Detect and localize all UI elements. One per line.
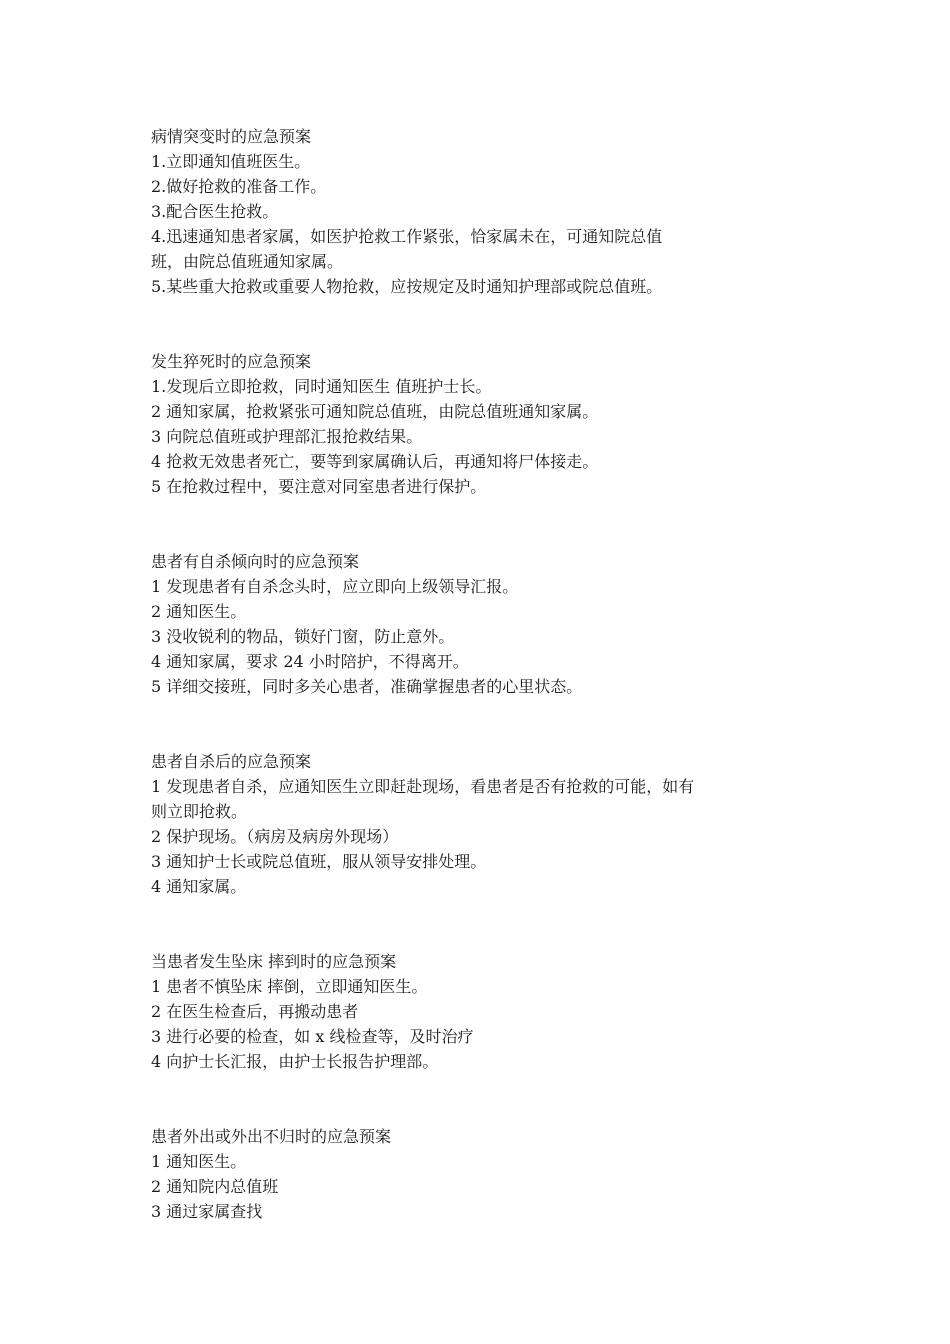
section-title: 患者有自杀倾向时的应急预案 [151, 552, 360, 571]
list-item: 2 通知医生。 [151, 602, 247, 621]
list-item: 3 进行必要的检查，如 x 线检查等，及时治疗 [151, 1027, 474, 1046]
list-item: 4 通知家属。 [151, 877, 247, 896]
section-title: 患者外出或外出不归时的应急预案 [151, 1127, 392, 1146]
list-item: 2 保护现场。（病房及病房外现场） [151, 827, 399, 846]
section-fall [151, 949, 831, 1074]
list-item: 4 抢救无效患者死亡，要等到家属确认后，再通知将尸体接走。 [151, 452, 599, 471]
list-item-continued: 班，由院总值班通知家属。 [151, 252, 344, 271]
list-item: 3 没收锐利的物品，锁好门窗，防止意外。 [151, 627, 455, 646]
list-item: 1.立即通知值班医生。 [151, 152, 311, 171]
section-sudden-change [151, 124, 831, 299]
section-sudden-death [151, 349, 831, 499]
list-item: 3 通过家属查找 [151, 1202, 263, 1221]
section-title: 发生猝死时的应急预案 [151, 352, 312, 371]
section-title: 患者自杀后的应急预案 [151, 752, 312, 771]
section-title: 病情突变时的应急预案 [151, 127, 312, 146]
list-item-continued: 则立即抢救。 [151, 802, 248, 821]
list-item: 4 通知家属，要求 24 小时陪护，不得离开。 [151, 652, 469, 671]
section-suicide-tendency [151, 549, 831, 699]
list-item: 2 通知院内总值班 [151, 1177, 279, 1196]
list-item: 3 向院总值班或护理部汇报抢救结果。 [151, 427, 423, 446]
list-item: 4.迅速通知患者家属，如医护抢救工作紧张，恰家属未在，可通知院总值 [151, 227, 663, 246]
list-item: 4 向护士长汇报，由护士长报告护理部。 [151, 1052, 439, 1071]
list-item: 2.做好抢救的准备工作。 [151, 177, 327, 196]
section-title: 当患者发生坠床 摔到时的应急预案 [151, 952, 397, 971]
section-outing [151, 1124, 831, 1224]
section-after-suicide [151, 749, 831, 899]
list-item: 5 在抢救过程中，要注意对同室患者进行保护。 [151, 477, 487, 496]
list-item: 1 发现患者有自杀念头时，应立即向上级领导汇报。 [151, 577, 519, 596]
list-item: 5.某些重大抢救或重要人物抢救，应按规定及时通知护理部或院总值班。 [151, 277, 663, 296]
list-item: 3.配合医生抢救。 [151, 202, 279, 221]
list-item: 5 详细交接班，同时多关心患者，准确掌握患者的心里状态。 [151, 677, 583, 696]
list-item: 1.发现后立即抢救，同时通知医生 值班护士长。 [151, 377, 492, 396]
list-item: 1 通知医生。 [151, 1152, 247, 1171]
list-item: 2 通知家属，抢救紧张可通知院总值班，由院总值班通知家属。 [151, 402, 599, 421]
list-item: 2 在医生检查后，再搬动患者 [151, 1002, 359, 1021]
list-item: 1 患者不慎坠床 摔倒，立即通知医生。 [151, 977, 428, 996]
list-item: 3 通知护士长或院总值班，服从领导安排处理。 [151, 852, 487, 871]
list-item: 1 发现患者自杀，应通知医生立即赶赴现场，看患者是否有抢救的可能，如有 [151, 777, 695, 796]
document-page [151, 124, 831, 1274]
